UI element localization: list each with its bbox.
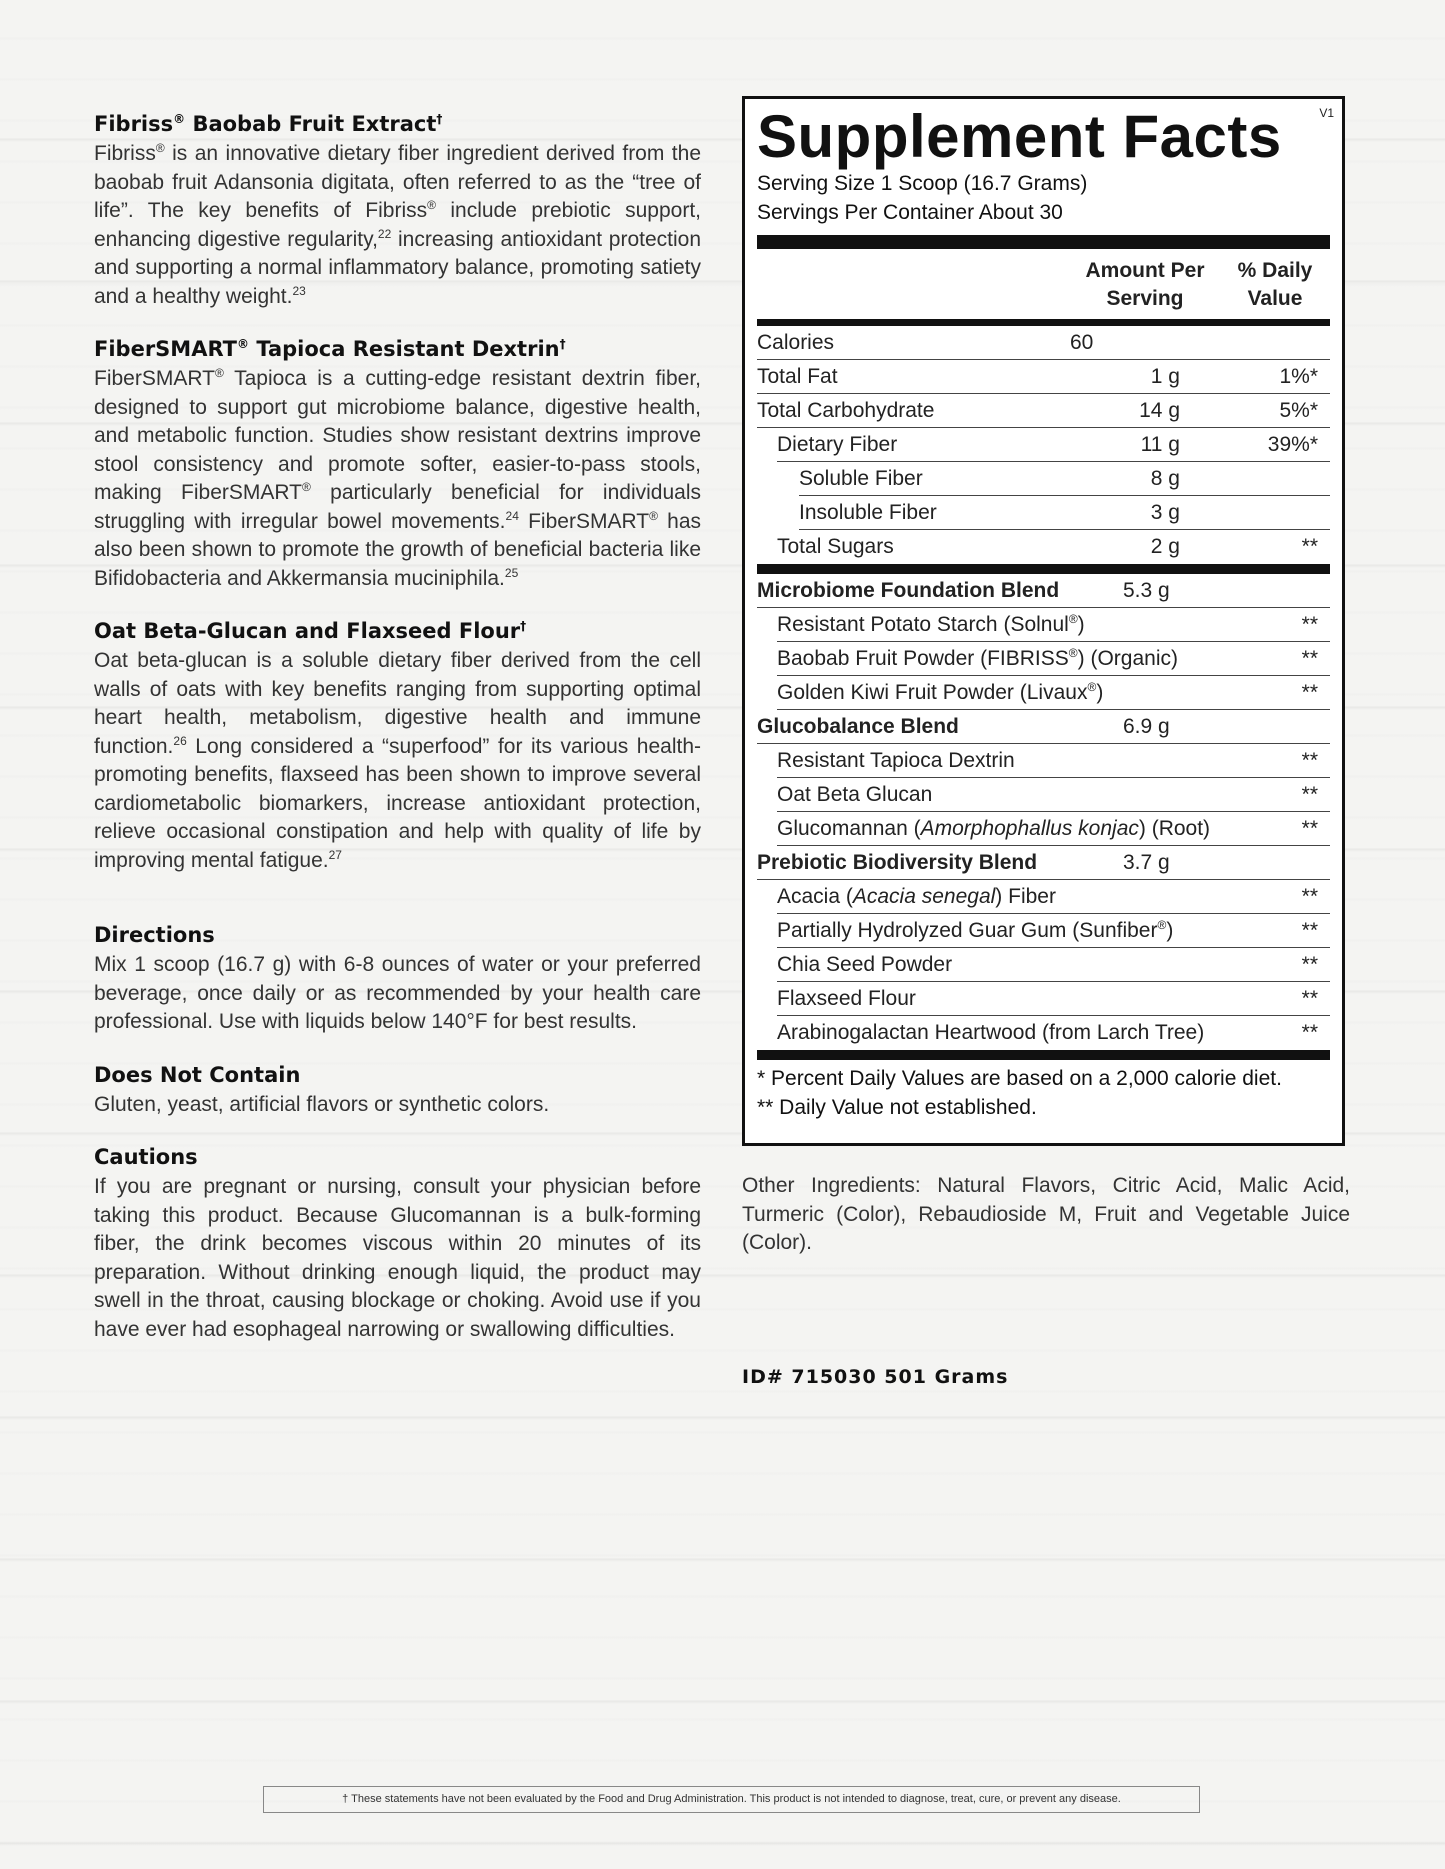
section-body: Oat beta-glucan is a soluble dietary fiber derived from the cell walls of oats with key benefits ranging from supporting optimal heart health, metabolism, digestive health and immune function.$^{26}$ Long considered a “superfood” for its various health-promoting benefits, flaxseed has been shown to improve several cardiometabolic biomarkers, increase antioxidant protection, relieve occasional constipation and help with quality of life by improving mental fatigue.$^{27}$ <box>94 649 701 872</box>
divider <box>757 1050 1330 1060</box>
product-id: ID# 715030 501 Grams <box>742 1366 1009 1388</box>
table-row: Glucomannan (Amorphophallus konjac) (Root) ** <box>777 812 1330 846</box>
table-row: Partially Hydrolyzed Guar Gum (Sunfiber®) ** <box>777 914 1330 948</box>
section-title: Oat Beta-Glucan and Flaxseed Flour† <box>94 619 527 643</box>
facts-title: Supplement Facts <box>757 103 1282 170</box>
table-row: Flaxseed Flour ** <box>777 982 1330 1016</box>
version-label: V1 <box>1319 106 1334 120</box>
table-row: Soluble Fiber 8 g <box>799 462 1330 496</box>
directions-text: Mix 1 scoop (16.7 g) with 6-8 ounces of water or your preferred beverage, once daily or as recommended by your health care professional. Use with liquids below 140°F for best results. <box>94 953 701 1033</box>
divider <box>757 235 1330 249</box>
table-row: Total Carbohydrate 14 g 5%* <box>757 394 1330 428</box>
divider <box>757 319 1330 326</box>
table-row: Chia Seed Powder ** <box>777 948 1330 982</box>
section-title: Fibriss® Baobab Fruit Extract† <box>94 112 443 136</box>
table-row: Oat Beta Glucan ** <box>777 778 1330 812</box>
table-row: Golden Kiwi Fruit Powder (Livaux®) ** <box>777 676 1330 710</box>
table-row: Dietary Fiber 11 g 39%* <box>777 428 1330 462</box>
directions-title: Directions <box>94 923 215 947</box>
dnc-title: Does Not Contain <box>94 1062 301 1087</box>
dv-header: % Daily Value <box>1237 259 1313 310</box>
section-body: FiberSMART® Tapioca is a cutting-edge resistant dextrin fiber, designed to support gut microbiome balance, digestive health, and metabolic function. Studies show resistant dextrins improve stool consistency and promote softer, easier-to-pass stools, making FiberSMART® particularly beneficial for individuals struggling with irregular bowel movements.$^{24}$ FiberSMART® has also been shown to promote the growth of beneficial bacteria like Bifidobacteria and Akkermansia muciniphila.$^{25}$ <box>94 366 701 590</box>
section-directions <box>94 921 701 1037</box>
left-column <box>94 110 701 1368</box>
divider <box>757 564 1330 574</box>
section-title: FiberSMART® Tapioca Resistant Dextrin† <box>94 337 566 361</box>
section-body: Fibriss® is an innovative dietary fiber ingredient derived from the baobab fruit Adansonia digitata, often referred to as the “tree of life”. The key benefits of Fibriss® include prebiotic support, enhancing digestive regularity,$^{22}$ increasing antioxidant protection and supporting a normal inflammatory balance, promoting satiety and a healthy weight.$^{23}$ <box>94 141 701 308</box>
cautions-text: If you are pregnant or nursing, consult your physician before taking this product. Because Glucomannan is a bulk-forming fiber, the drink becomes viscous within 20 minutes of its preparation. Without drinking enough liquid, the product may swell in the throat, causing blockage or choking. Avoid use if you have ever had esophageal narrowing or swallowing difficulties. <box>94 1175 701 1341</box>
table-row: Baobab Fruit Powder (FIBRISS®) (Organic) ** <box>777 642 1330 676</box>
blend-row: Microbiome Foundation Blend 5.3 g <box>757 574 1330 608</box>
other-ingredients: Other Ingredients: Natural Flavors, Citric Acid, Malic Acid, Turmeric (Color), Rebaudioside M, Fruit and Vegetable Juice (Color). <box>742 1174 1350 1254</box>
footnote-dv: * Percent Daily Values are based on a 2,000 calorie diet. <box>757 1067 1282 1090</box>
servings-per-container: Servings Per Container About 30 <box>757 201 1063 224</box>
section-oat-flaxseed <box>94 617 701 875</box>
amount-header: Amount Per Serving <box>1085 259 1205 310</box>
table-row: Insoluble Fiber 3 g <box>799 496 1330 530</box>
section-fibriss <box>94 110 701 311</box>
dnc-text: Gluten, yeast, artificial flavors or synthetic colors. <box>94 1092 550 1116</box>
supplement-facts-panel <box>742 96 1345 1146</box>
table-row: Acacia (Acacia senegal) Fiber ** <box>777 880 1330 914</box>
section-cautions <box>94 1143 701 1344</box>
fda-disclaimer: † These statements have not been evaluated by the Food and Drug Administration. This product is not intended to diagnose, treat, cure, or prevent any disease. <box>263 1786 1200 1813</box>
table-row: Resistant Potato Starch (Solnul®) ** <box>777 608 1330 642</box>
table-row: Calories 60 <box>757 326 1330 360</box>
footnotes <box>757 1060 1330 1122</box>
cautions-title: Cautions <box>94 1145 198 1169</box>
section-fibersmart <box>94 335 701 593</box>
table-row: Total Sugars 2 g ** <box>777 535 1318 558</box>
facts-header <box>757 249 1330 319</box>
nutrient-rows <box>757 326 1330 564</box>
blend-row: Glucobalance Blend 6.9 g <box>757 710 1330 744</box>
section-does-not-contain <box>94 1061 701 1120</box>
table-row: Total Fat 1 g 1%* <box>757 360 1330 394</box>
footnote-not-established: ** Daily Value not established. <box>757 1096 1037 1119</box>
blend-row: Prebiotic Biodiversity Blend 3.7 g <box>757 846 1330 880</box>
table-row: Arabinogalactan Heartwood (from Larch Tree) ** <box>777 1021 1318 1044</box>
table-row: Resistant Tapioca Dextrin ** <box>777 744 1330 778</box>
serving-size: Serving Size 1 Scoop (16.7 Grams) <box>757 172 1088 195</box>
blend-rows <box>757 574 1330 1050</box>
